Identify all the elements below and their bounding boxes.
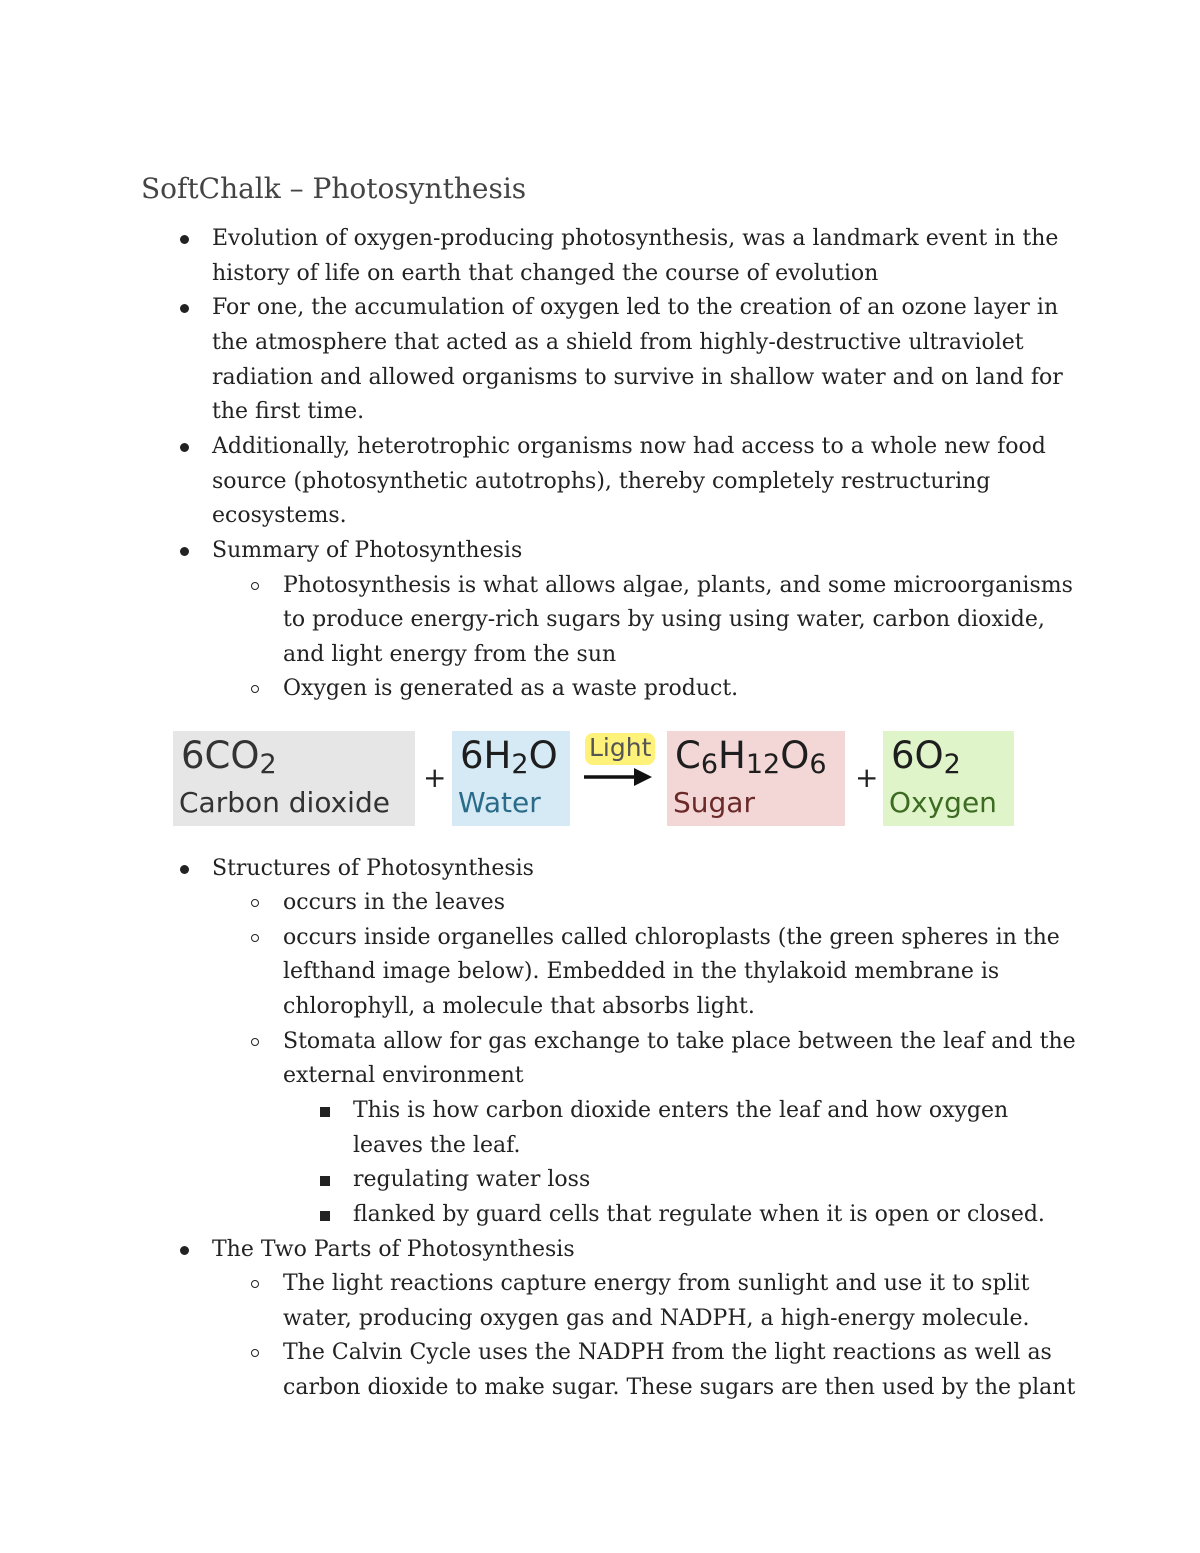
list-item-continuation: the first time. <box>212 399 365 424</box>
list-item: The light reactions capture energy from sunlight and use it to split <box>283 1271 1030 1296</box>
list-item: This is how carbon dioxide enters the leaf and how oxygen <box>353 1098 1009 1123</box>
list-item: Structures of Photosynthesis <box>212 856 534 881</box>
term-carbon-dioxide <box>173 731 415 826</box>
term-sugar <box>667 731 845 826</box>
list-item-continuation: source (photosynthetic autotrophs), thereby completely restructuring <box>212 469 991 494</box>
bullet-square-icon <box>320 1107 330 1117</box>
list-item: For one, the accumulation of oxygen led to the creation of an ozone layer in <box>212 295 1059 320</box>
page-title: SoftChalk – Photosynthesis <box>141 172 527 205</box>
list-item-continuation: ecosystems. <box>212 503 347 528</box>
bullet-disc-icon <box>180 235 189 244</box>
plus-sign: + <box>855 761 879 794</box>
formula-h2o: $6H_2O$ <box>460 734 558 780</box>
label-water: Water <box>458 786 541 819</box>
bullet-disc-icon <box>180 1246 189 1255</box>
bullet-circle-icon <box>251 899 259 907</box>
list-item-continuation: chlorophyll, a molecule that absorbs light. <box>283 994 755 1019</box>
list-item-continuation: history of life on earth that changed the course of evolution <box>212 261 879 286</box>
list-item: The Two Parts of Photosynthesis <box>212 1237 575 1262</box>
formula-glucose: $C_6H_{12}O_6$ <box>675 734 827 780</box>
bullet-circle-icon <box>251 1280 259 1288</box>
list-item-continuation: radiation and allowed organisms to survive in shallow water and on land for <box>212 365 1063 390</box>
bullet-circle-icon <box>251 934 259 942</box>
label-oxygen: Oxygen <box>889 786 997 819</box>
bullet-disc-icon <box>180 547 189 556</box>
term-water <box>452 731 570 826</box>
formula-o2: $6O_2$ <box>891 734 961 780</box>
list-item: Stomata allow for gas exchange to take place between the leaf and the <box>283 1029 1076 1054</box>
list-item-continuation: external environment <box>283 1063 524 1088</box>
bullet-circle-icon <box>251 582 259 590</box>
list-item: Summary of Photosynthesis <box>212 538 523 563</box>
plus-sign: + <box>423 761 447 794</box>
bullet-disc-icon <box>180 304 189 313</box>
bullet-disc-icon <box>180 443 189 452</box>
list-item: occurs in the leaves <box>283 890 505 915</box>
bullet-square-icon <box>320 1176 330 1186</box>
bullet-circle-icon <box>251 1038 259 1046</box>
list-item: Photosynthesis is what allows algae, plants, and some microorganisms <box>283 573 1073 598</box>
bullet-circle-icon <box>251 685 259 693</box>
list-item-continuation: the atmosphere that acted as a shield from highly-destructive ultraviolet <box>212 330 1024 355</box>
list-item-continuation: water, producing oxygen gas and NADPH, a high-energy molecule. <box>283 1306 1030 1331</box>
list-item-continuation: leaves the leaf. <box>353 1133 521 1158</box>
list-item: flanked by guard cells that regulate when it is open or closed. <box>353 1202 1045 1227</box>
light-label: Light <box>589 733 652 762</box>
bullet-disc-icon <box>180 865 189 874</box>
list-item-continuation: and light energy from the sun <box>283 642 617 667</box>
formula-co2: $6CO_2$ <box>181 734 277 780</box>
list-item-continuation: to produce energy-rich sugars by using using water, carbon dioxide, <box>283 607 1045 632</box>
reaction-arrow-icon <box>582 766 654 788</box>
term-oxygen <box>883 731 1014 826</box>
light-badge <box>585 733 655 765</box>
bullet-circle-icon <box>251 1349 259 1357</box>
list-item-continuation: lefthand image below). Embedded in the thylakoid membrane is <box>283 959 1000 984</box>
list-item: The Calvin Cycle uses the NADPH from the light reactions as well as <box>283 1340 1052 1365</box>
label-sugar: Sugar <box>673 786 755 819</box>
list-item-continuation: carbon dioxide to make sugar. These sugars are then used by the plant <box>283 1375 1076 1400</box>
list-item: Evolution of oxygen-producing photosynthesis, was a landmark event in the <box>212 226 1059 251</box>
list-item: occurs inside organelles called chloroplasts (the green spheres in the <box>283 925 1060 950</box>
list-item: Oxygen is generated as a waste product. <box>283 676 739 701</box>
label-carbon-dioxide: Carbon dioxide <box>179 786 390 819</box>
list-item: regulating water loss <box>353 1167 591 1192</box>
bullet-square-icon <box>320 1211 330 1221</box>
list-item: Additionally, heterotrophic organisms now had access to a whole new food <box>212 434 1046 459</box>
